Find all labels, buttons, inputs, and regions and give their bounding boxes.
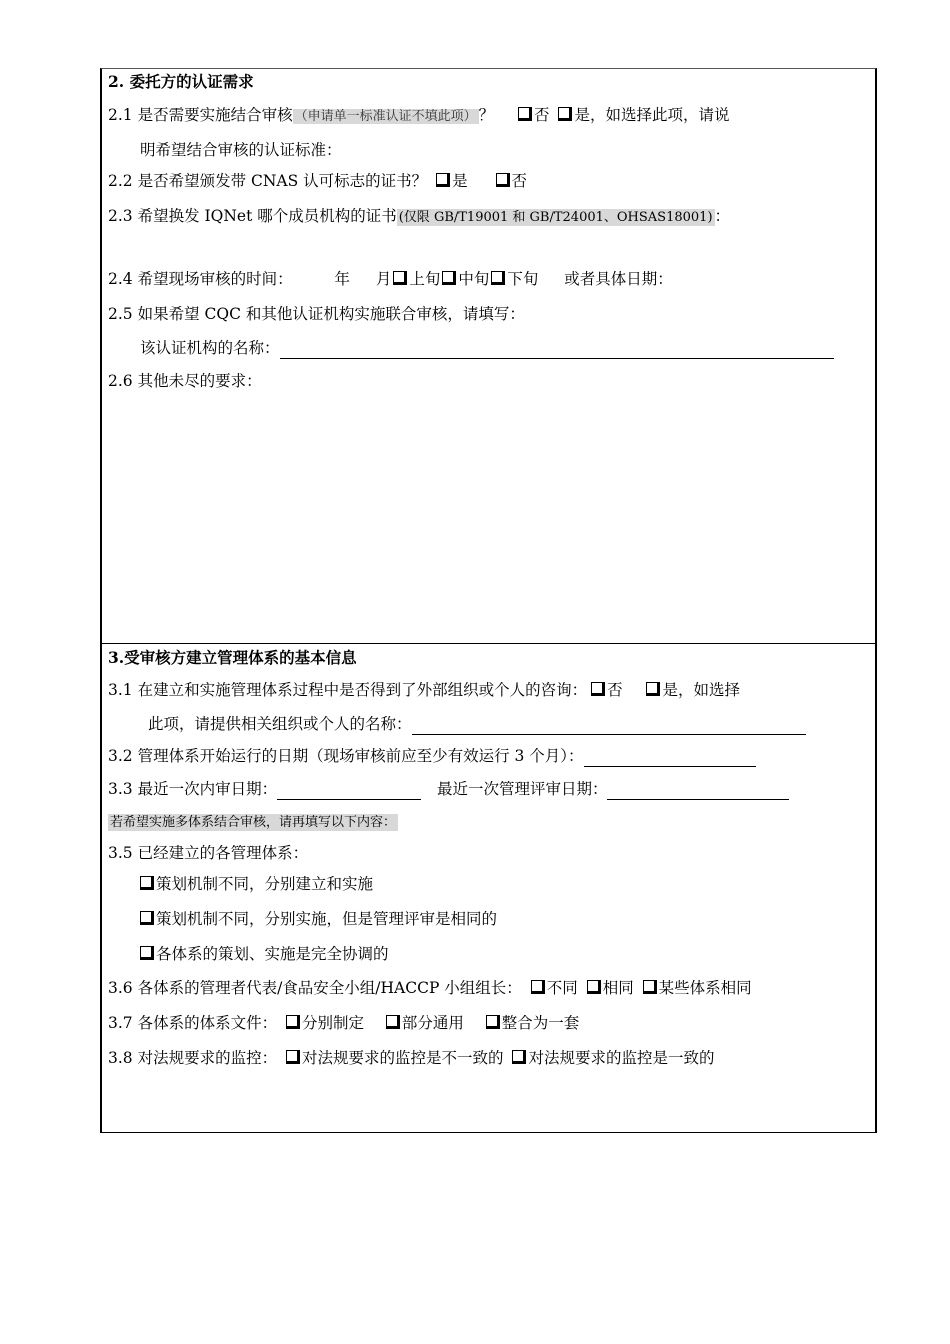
q35-opt3-checkbox[interactable] (140, 946, 154, 960)
q25-name-field[interactable] (280, 342, 834, 359)
section3-title: 3.受审核方建立管理体系的基本信息 (108, 648, 357, 667)
q38-opt1-checkbox[interactable] (286, 1050, 300, 1064)
q37-opt1-checkbox[interactable] (286, 1015, 300, 1029)
q23-line (108, 205, 868, 229)
q38-opt1-label: 对法规要求的监控是不一致的 (302, 1049, 504, 1067)
q21-label: 2.1 是否需要实施结合审核 (108, 106, 293, 124)
q21-yes-checkbox[interactable] (558, 107, 572, 121)
q21-yes-label: 是，如选择此项，请说 (574, 106, 730, 124)
q37-label: 3.7 各体系的体系文件： (108, 1014, 278, 1032)
q22-no-checkbox[interactable] (496, 173, 510, 187)
q24-month-label: 月 (375, 270, 392, 288)
q22-yes-label: 是 (452, 172, 468, 190)
q24-mid-label: 中旬 (458, 270, 490, 288)
q21-no-checkbox[interactable] (518, 107, 532, 121)
q22-label: 2.2 是否希望颁发带 CNAS 认可标志的证书？ (108, 172, 428, 190)
q35-option2 (136, 908, 868, 930)
q35-option3 (136, 943, 868, 965)
q21-no-label: 否 (533, 106, 550, 124)
q35-opt1-label: 策划机制不同，分别建立和实施 (156, 875, 374, 893)
q22-line (108, 170, 868, 192)
q37-opt3-label: 整合为一套 (501, 1014, 580, 1032)
multi-audit-note-line (108, 810, 868, 834)
q21-continuation: 明希望结合审核的认证标准： (140, 141, 342, 159)
q35-opt3-label: 各体系的策划、实施是完全协调的 (156, 945, 389, 963)
q31-name-label: 此项，请提供相关组织或个人的名称： (148, 715, 412, 733)
q36-opt2-checkbox[interactable] (587, 980, 601, 994)
q37-opt2-checkbox[interactable] (386, 1015, 400, 1029)
q36-label: 3.6 各体系的管理者代表/食品安全小组/HACCP 小组组长： (108, 979, 522, 997)
q33-review-field[interactable] (607, 783, 789, 800)
q31-no-label: 否 (607, 681, 623, 699)
q23-colon: ： (714, 207, 731, 225)
q22-no-label: 否 (511, 172, 528, 190)
q36-opt1-label: 不同 (546, 979, 578, 997)
q35-option1 (136, 873, 868, 895)
q37-line (108, 1012, 868, 1034)
q24-year-label: 年 (334, 270, 350, 288)
q36-line (108, 977, 868, 999)
section-divider (100, 643, 877, 644)
q32-line (108, 745, 868, 767)
q23-note: (仅限 GB/T19001 和 GB/T24001、OHSAS18001) (398, 210, 713, 225)
q23-label: 2.3 希望换发 IQNet 哪个成员机构的证书 (108, 207, 397, 225)
q24-mid-checkbox[interactable] (442, 271, 456, 285)
q31-line (108, 679, 868, 701)
q31-name-field[interactable] (412, 718, 806, 735)
q37-opt2-label: 部分通用 (401, 1014, 464, 1032)
q33-review-label: 最近一次管理评审日期： (436, 780, 608, 798)
q38-label: 3.8 对法规要求的监控： (108, 1049, 278, 1067)
q36-opt3-label: 某些体系相同 (658, 979, 752, 997)
q38-opt2-label: 对法规要求的监控是一致的 (528, 1049, 715, 1067)
q32-label: 3.2 管理体系开始运行的日期（现场审核前应至少有效运行 3 个月）： (108, 747, 584, 765)
q24-early-label: 上旬 (409, 270, 441, 288)
q21-note: （申请单一标准认证不填此项） (294, 109, 477, 124)
multi-audit-note: 若希望实施多体系结合审核，请再填写以下内容： (110, 815, 397, 830)
q32-date-field[interactable] (584, 750, 756, 767)
q25-name-label: 该认证机构的名称： (140, 339, 280, 357)
q33-internal-audit-field[interactable] (277, 783, 421, 800)
q31-name-line (148, 713, 868, 735)
q25-line: 2.5 如果希望 CQC 和其他认证机构实施联合审核，请填写： (108, 305, 525, 323)
q37-opt1-label: 分别制定 (302, 1014, 365, 1032)
q25-name-line (140, 337, 868, 359)
q24-line (108, 268, 868, 290)
q31-label: 3.1 在建立和实施管理体系过程中是否得到了外部组织或个人的咨询： (108, 681, 588, 699)
q31-no-checkbox[interactable] (591, 682, 605, 696)
q38-opt2-checkbox[interactable] (512, 1050, 526, 1064)
q36-opt3-checkbox[interactable] (643, 980, 657, 994)
q37-opt3-checkbox[interactable] (486, 1015, 500, 1029)
q24-specific-date-label: 或者具体日期： (564, 270, 673, 288)
q31-yes-label: 是，如选择 (662, 681, 740, 699)
q38-line (108, 1047, 868, 1069)
q26-line: 2.6 其他未尽的要求： (108, 372, 262, 390)
q26-answer-area[interactable] (108, 400, 868, 638)
q35-line: 3.5 已经建立的各管理体系： (108, 844, 309, 862)
section2-title: 2. 委托方的认证需求 (108, 72, 254, 91)
q24-label: 2.4 希望现场审核的时间： (108, 270, 293, 288)
q21-question-mark: ？ (478, 106, 495, 124)
q35-opt2-checkbox[interactable] (140, 911, 154, 925)
q33-line (108, 778, 868, 800)
q24-early-checkbox[interactable] (393, 271, 407, 285)
q35-opt2-label: 策划机制不同，分别实施，但是管理评审是相同的 (156, 910, 498, 928)
q21-line (108, 104, 868, 128)
q36-opt2-label: 相同 (602, 979, 634, 997)
q31-yes-checkbox[interactable] (646, 682, 660, 696)
q35-opt1-checkbox[interactable] (140, 876, 154, 890)
q24-late-checkbox[interactable] (491, 271, 505, 285)
q33-internal-audit-label: 3.3 最近一次内审日期： (108, 780, 278, 798)
q22-yes-checkbox[interactable] (436, 173, 450, 187)
q36-opt1-checkbox[interactable] (531, 980, 545, 994)
q24-late-label: 下旬 (507, 270, 539, 288)
